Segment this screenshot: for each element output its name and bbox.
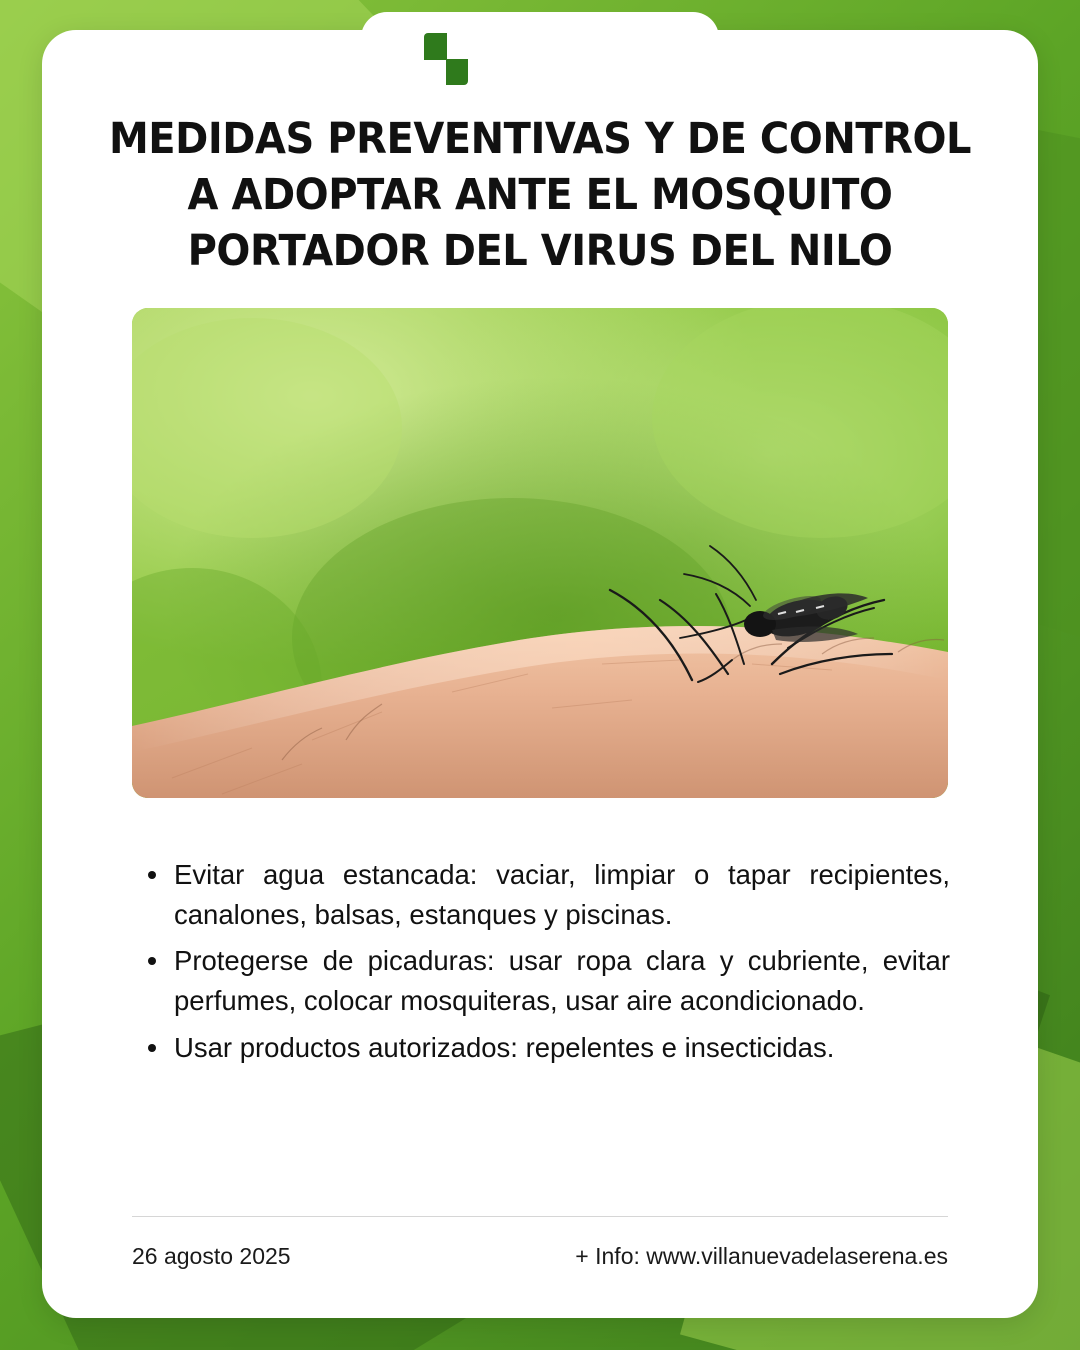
institution-name-line2: Villanueva de la Serena <box>480 59 656 77</box>
list-item: Usar productos autorizados: repelentes e insecticidas. <box>132 1028 950 1068</box>
page-title: MEDIDAS PREVENTIVAS Y DE CONTROL A ADOPTAR ANTE EL MOSQUITO PORTADOR DEL VIRUS DEL NILO <box>108 114 972 276</box>
footer <box>132 1243 948 1270</box>
list-item: Protegerse de picaduras: usar ropa clara y cubriente, evitar perfumes, colocar mosquiteras, usar aire acondicionado. <box>132 941 950 1021</box>
institution-logo-badge <box>375 22 705 96</box>
coat-of-arms-icon <box>424 33 468 85</box>
more-info-link[interactable]: + Info: www.villanuevadelaserena.es <box>575 1243 948 1269</box>
publication-date: 26 agosto 2025 <box>132 1243 291 1269</box>
decorative-dots-icon <box>478 32 521 39</box>
institution-name-line1: Ayuntamiento de <box>480 41 588 58</box>
footer-divider <box>132 1216 948 1217</box>
mosquito-on-skin-photo <box>132 308 948 798</box>
prevention-measures-list <box>132 855 950 1074</box>
list-item: Evitar agua estancada: vaciar, limpiar o tapar recipientes, canalones, balsas, estanques y piscinas. <box>132 855 950 935</box>
institution-name <box>480 40 655 78</box>
